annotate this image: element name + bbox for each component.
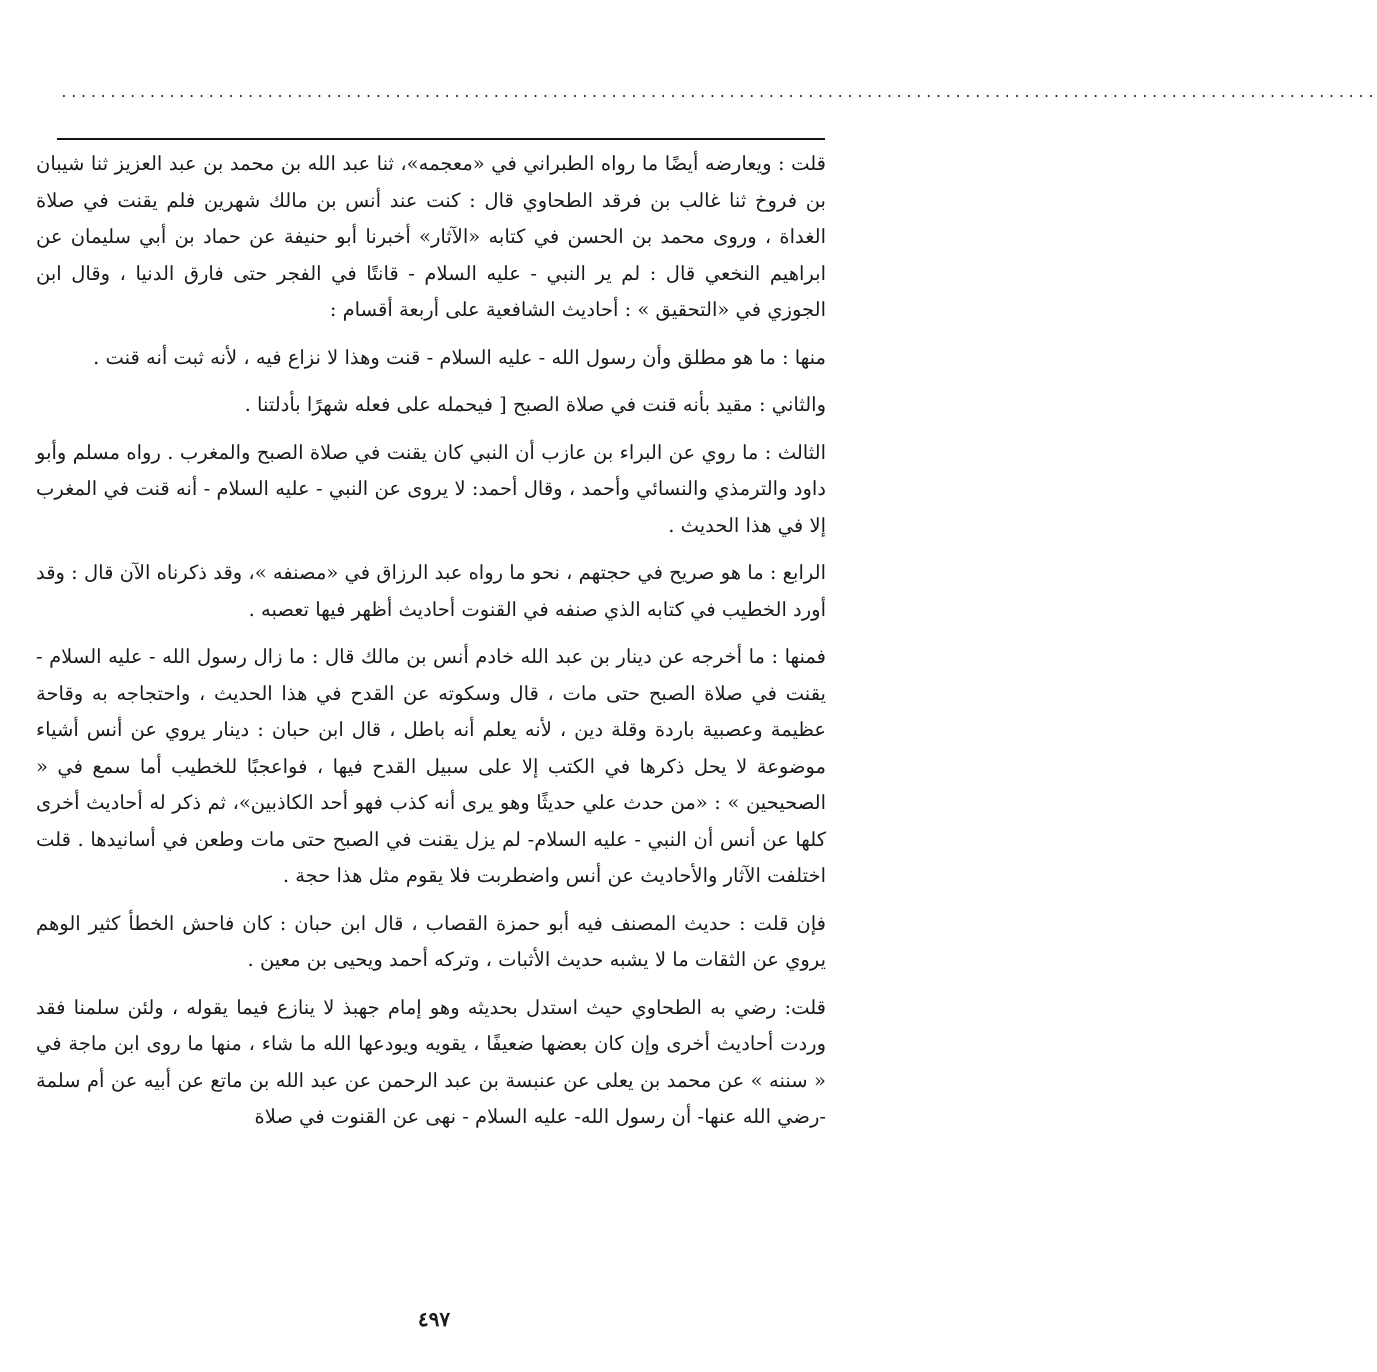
dotted-separator: ...................................................................................................................................... bbox=[60, 86, 1377, 101]
paragraph-2: منها : ما هو مطلق وأن رسول الله - عليه السلام - قنت وهذا لا نزاع فيه ، لأنه ثبت أنه قنت . bbox=[93, 345, 826, 369]
paragraph-8: قلت: رضي به الطحاوي حيث استدل بحديثه وهو إمام جهبذ لا ينازع فيما يقوله ، ولئن سلمنا فقد وردت أحاديث أخرى وإن كان بعضها ضعيفًا ، يقويه ويودعها الله ما شاء ، منها ما روى ابن ماجة في « سننه » عن محمد بن يعلى عن عنبسة بن عبد الرحمن عن عبد الله بن ماتع عن أبيه عن أم سلمة -رضي الله عنها- أن رسول الله- عليه السلام - نهى عن القنوت في صلاة bbox=[36, 995, 826, 1128]
paragraph-7: فإن قلت : حديث المصنف فيه أبو حمزة القصاب ، قال ابن حبان : كان فاحش الخطأ كثير الوهم يروي عن الثقات ما لا يشبه حديث الأثبات ، وتركه أحمد ويحيى بن معين . bbox=[36, 911, 826, 971]
paragraph-4: الثالث : ما روي عن البراء بن عازب أن النبي كان يقنت في صلاة الصبح والمغرب . رواه مسلم وأبو داود والترمذي والنسائي وأحمد ، وقال أحمد: لا يروى عن النبي - عليه السلام - أنه قنت في المغرب إلا في هذا الحديث . bbox=[36, 440, 826, 537]
paragraph-3: والثاني : مقيد بأنه قنت في صلاة الصبح [ فيحمله على فعله شهرًا بأدلتنا . bbox=[244, 393, 826, 416]
paragraph-6: فمنها : ما أخرجه عن دينار بن عبد الله خادم أنس بن مالك قال : ما زال رسول الله - عليه السلام - يقنت في صلاة الصبح حتى مات ، قال وسكوته عن القدح في هذا الحديث ، واحتجاجه به وقاحة عظيمة وعصبية باردة وقلة دين ، لأنه يعلم أنه باطل ، قال ابن حبان : دينار يروي عن أنس أشياء موضوعة لا يحل ذكرها في الكتب إلا على سبيل القدح فيها ، فواعجبًا للخطيب أما سمع في « الصحيحين » : «من حدث علي حديثًا وهو يرى أنه كذب فهو أحد الكاذبين»، ثم ذكر له أحاديث أخرى كلها عن أنس أن النبي - عليه السلام- لم يزل يقنت في الصبح حتى مات وطعن في أسانيدها . قلت اختلفت الآثار والأحاديث عن أنس واضطربت فلا يقوم مثل هذا حجة . bbox=[36, 645, 826, 887]
footnote-rule bbox=[57, 138, 825, 140]
page-number: ٤٩٧ bbox=[417, 1307, 451, 1331]
paragraph-5: الرابع : ما هو صريح في حجتهم ، نحو ما رواه عبد الرزاق في «مصنفه »، وقد ذكرناه الآن قال : وقد أورد الخطيب في كتابه الذي صنفه في القنوت أحاديث أظهر فيها تعصبه . bbox=[36, 561, 826, 621]
paragraph-1: قلت : ويعارضه أيضًا ما رواه الطبراني في «معجمه»، ثنا عبد الله بن محمد بن عبد العزيز ثنا شيبان بن فروخ ثنا غالب بن فرقد الطحاوي قال : كنت عند أنس بن مالك شهرين فلم يقنت في صلاة الغداة ، وروى محمد بن الحسن في كتابه «الآثار» أخبرنا أبو حنيفة عن حماد بن أبي سليمان عن ابراهيم النخعي قال : لم ير النبي - عليه السلام - قانتًا في الفجر حتى فارق الدنيا ، وقال ابن الجوزي في «التحقيق » : أحاديث الشافعية على أربعة أقسام : bbox=[36, 152, 826, 321]
body-text bbox=[36, 146, 826, 1296]
